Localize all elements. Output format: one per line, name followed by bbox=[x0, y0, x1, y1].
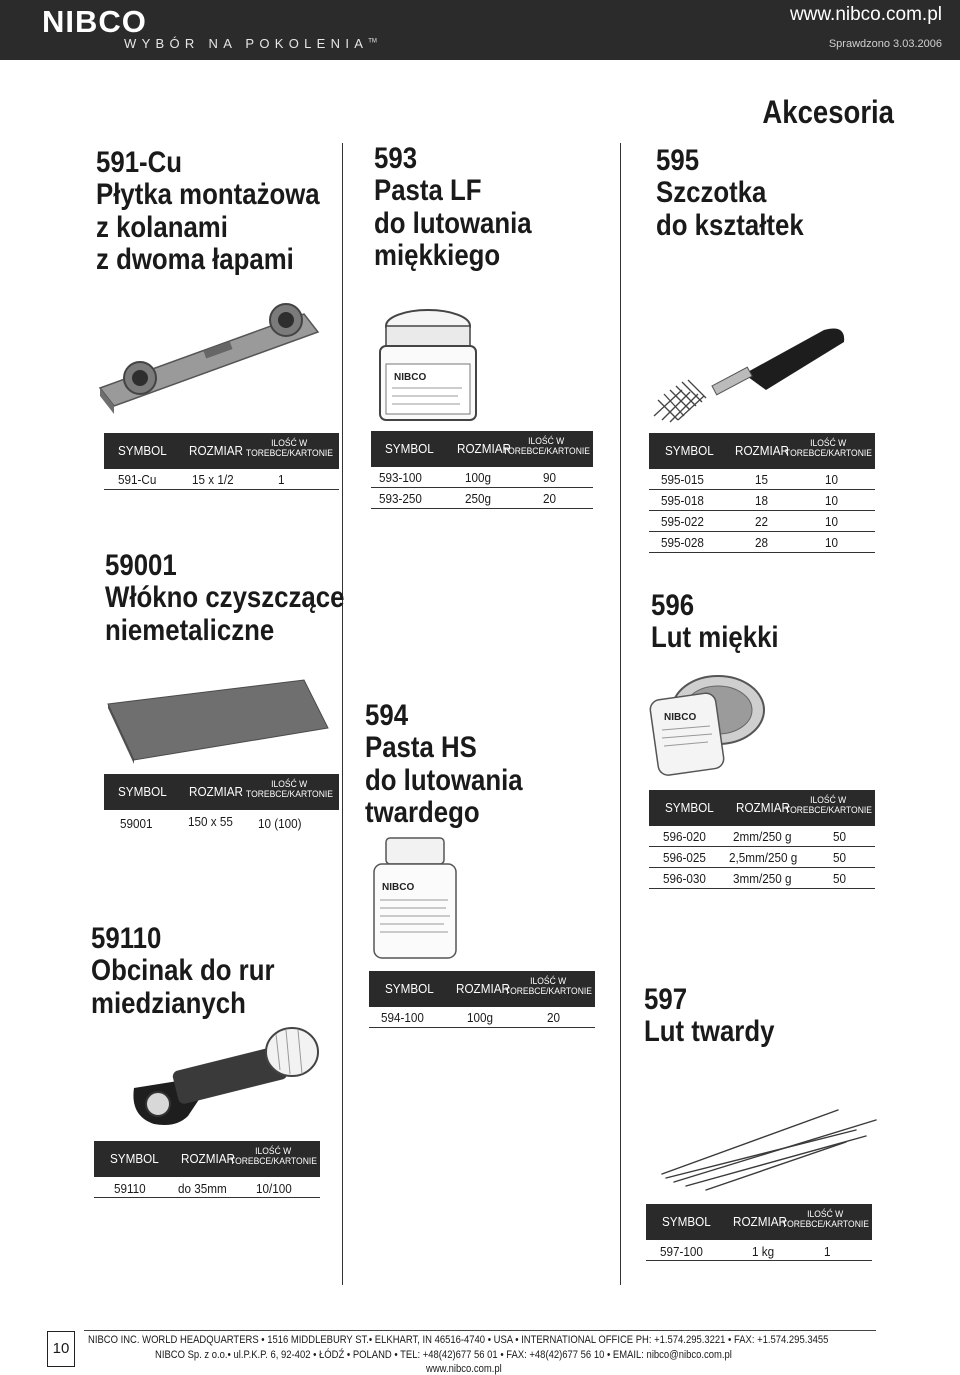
solder-spool-image bbox=[648, 670, 768, 780]
table-header: SYMBOL ROZMIAR ILOŚĆ W TOREBCE/KARTONIE bbox=[649, 433, 875, 469]
table-header: SYMBOL ROZMIAR ILOŚĆ W TOREBCE/KARTONIE bbox=[104, 774, 339, 810]
product-title-597: 597 Lut twardy bbox=[644, 983, 775, 1049]
table-row: 597-100 1 kg 1 bbox=[646, 1240, 872, 1261]
checked-date: Sprawdzono 3.03.2006 bbox=[828, 38, 942, 50]
table-row: 591-Cu 15 x 1/2 1 bbox=[104, 469, 339, 490]
mounting-plate-image bbox=[92, 292, 332, 422]
table-row: 593-100 100g 90 bbox=[371, 467, 593, 488]
table-row: 596-030 3mm/250 g 50 bbox=[649, 868, 875, 889]
column-divider-left bbox=[342, 143, 343, 1285]
table-row: 596-025 2,5mm/250 g 50 bbox=[649, 847, 875, 868]
product-title-59110: 59110 Obcinak do rur miedzianych bbox=[91, 922, 275, 1020]
table-row: 595-015 15 10 bbox=[649, 469, 875, 490]
page-number: 10 bbox=[47, 1331, 75, 1367]
cleaning-pad-image bbox=[104, 676, 334, 766]
footer-headquarters: NIBCO INC. WORLD HEADQUARTERS • 1516 MIDDLEBURY ST.• ELKHART, IN 46516-4740 • USA • INTERNATIONAL OFFICE PH: +1.574.295.3221 • FAX: +1.574.295.3455 bbox=[88, 1334, 829, 1346]
header-url[interactable]: www.nibco.com.pl bbox=[789, 4, 942, 25]
table-row: 595-022 22 10 bbox=[649, 511, 875, 532]
table-591 bbox=[104, 433, 339, 490]
pipe-cutter-image bbox=[124, 1020, 324, 1130]
footer-url[interactable]: www.nibco.com.pl bbox=[426, 1363, 502, 1375]
paste-jar-image bbox=[372, 304, 482, 426]
table-596 bbox=[649, 790, 875, 889]
spool-brand-label: NIBCO bbox=[664, 712, 697, 723]
table-595 bbox=[649, 433, 875, 553]
column-divider-right bbox=[620, 143, 621, 1285]
brush-image bbox=[648, 320, 854, 426]
nibco-logo: NIBCO bbox=[42, 4, 147, 39]
table-597 bbox=[646, 1204, 872, 1261]
table-row: 593-250 250g 20 bbox=[371, 488, 593, 509]
table-row: 59110 do 35mm 10/100 bbox=[94, 1177, 320, 1198]
table-row: 596-020 2mm/250 g 50 bbox=[649, 826, 875, 847]
table-header: SYMBOL ROZMIAR ILOŚĆ W TOREBCE/KARTONIE bbox=[649, 790, 875, 826]
product-title-596: 596 Lut miękki bbox=[651, 589, 779, 655]
table-row: 59001 150 x 55 10 (100) bbox=[120, 814, 302, 831]
table-header: SYMBOL ROZMIAR ILOŚĆ W TOREBCE/KARTONIE bbox=[104, 433, 339, 469]
product-title-591: 591-Cu Płytka montażowa z kolanami z dwoma łapami bbox=[96, 146, 320, 277]
table-59110 bbox=[94, 1141, 320, 1198]
table-594 bbox=[369, 971, 595, 1028]
product-title-593: 593 Pasta LF do lutowania miękkiego bbox=[374, 142, 532, 273]
table-header: SYMBOL ROZMIAR ILOŚĆ W TOREBCE/KARTONIE bbox=[94, 1141, 320, 1177]
jar-brand-label: NIBCO bbox=[394, 372, 427, 383]
jar-brand-label: NIBCO bbox=[382, 882, 415, 893]
footer-poland-office: NIBCO Sp. z o.o.• ul.P.K.P. 6, 92-402 • ŁÓDŹ • POLAND • TEL: +48(42)677 56 01 • FAX: +48(42)677 56 10 • EMAIL: nibco@nibco.com.pl bbox=[155, 1349, 732, 1361]
product-title-595: 595 Szczotka do kształtek bbox=[656, 144, 804, 242]
trademark-mark: TM bbox=[368, 38, 377, 45]
brazing-rods-image bbox=[656, 1100, 882, 1200]
table-header: SYMBOL ROZMIAR ILOŚĆ W TOREBCE/KARTONIE bbox=[369, 971, 595, 1007]
table-row: 595-028 28 10 bbox=[649, 532, 875, 553]
product-title-59001: 59001 Włókno czyszczące niemetaliczne bbox=[105, 549, 345, 647]
table-593 bbox=[371, 431, 593, 509]
section-title: Akcesoria bbox=[762, 94, 894, 130]
tagline: WYBÓR NA POKOLENIA™ bbox=[124, 36, 377, 51]
footer-rule bbox=[84, 1330, 876, 1331]
table-row: 595-018 18 10 bbox=[649, 490, 875, 511]
table-header: SYMBOL ROZMIAR ILOŚĆ W TOREBCE/KARTONIE bbox=[646, 1204, 872, 1240]
table-59001 bbox=[104, 774, 339, 832]
table-row: 594-100 100g 20 bbox=[369, 1007, 595, 1028]
hs-paste-jar-image bbox=[366, 834, 462, 964]
table-header: SYMBOL ROZMIAR ILOŚĆ W TOREBCE/KARTONIE bbox=[371, 431, 593, 467]
product-title-594: 594 Pasta HS do lutowania twardego bbox=[365, 699, 523, 830]
